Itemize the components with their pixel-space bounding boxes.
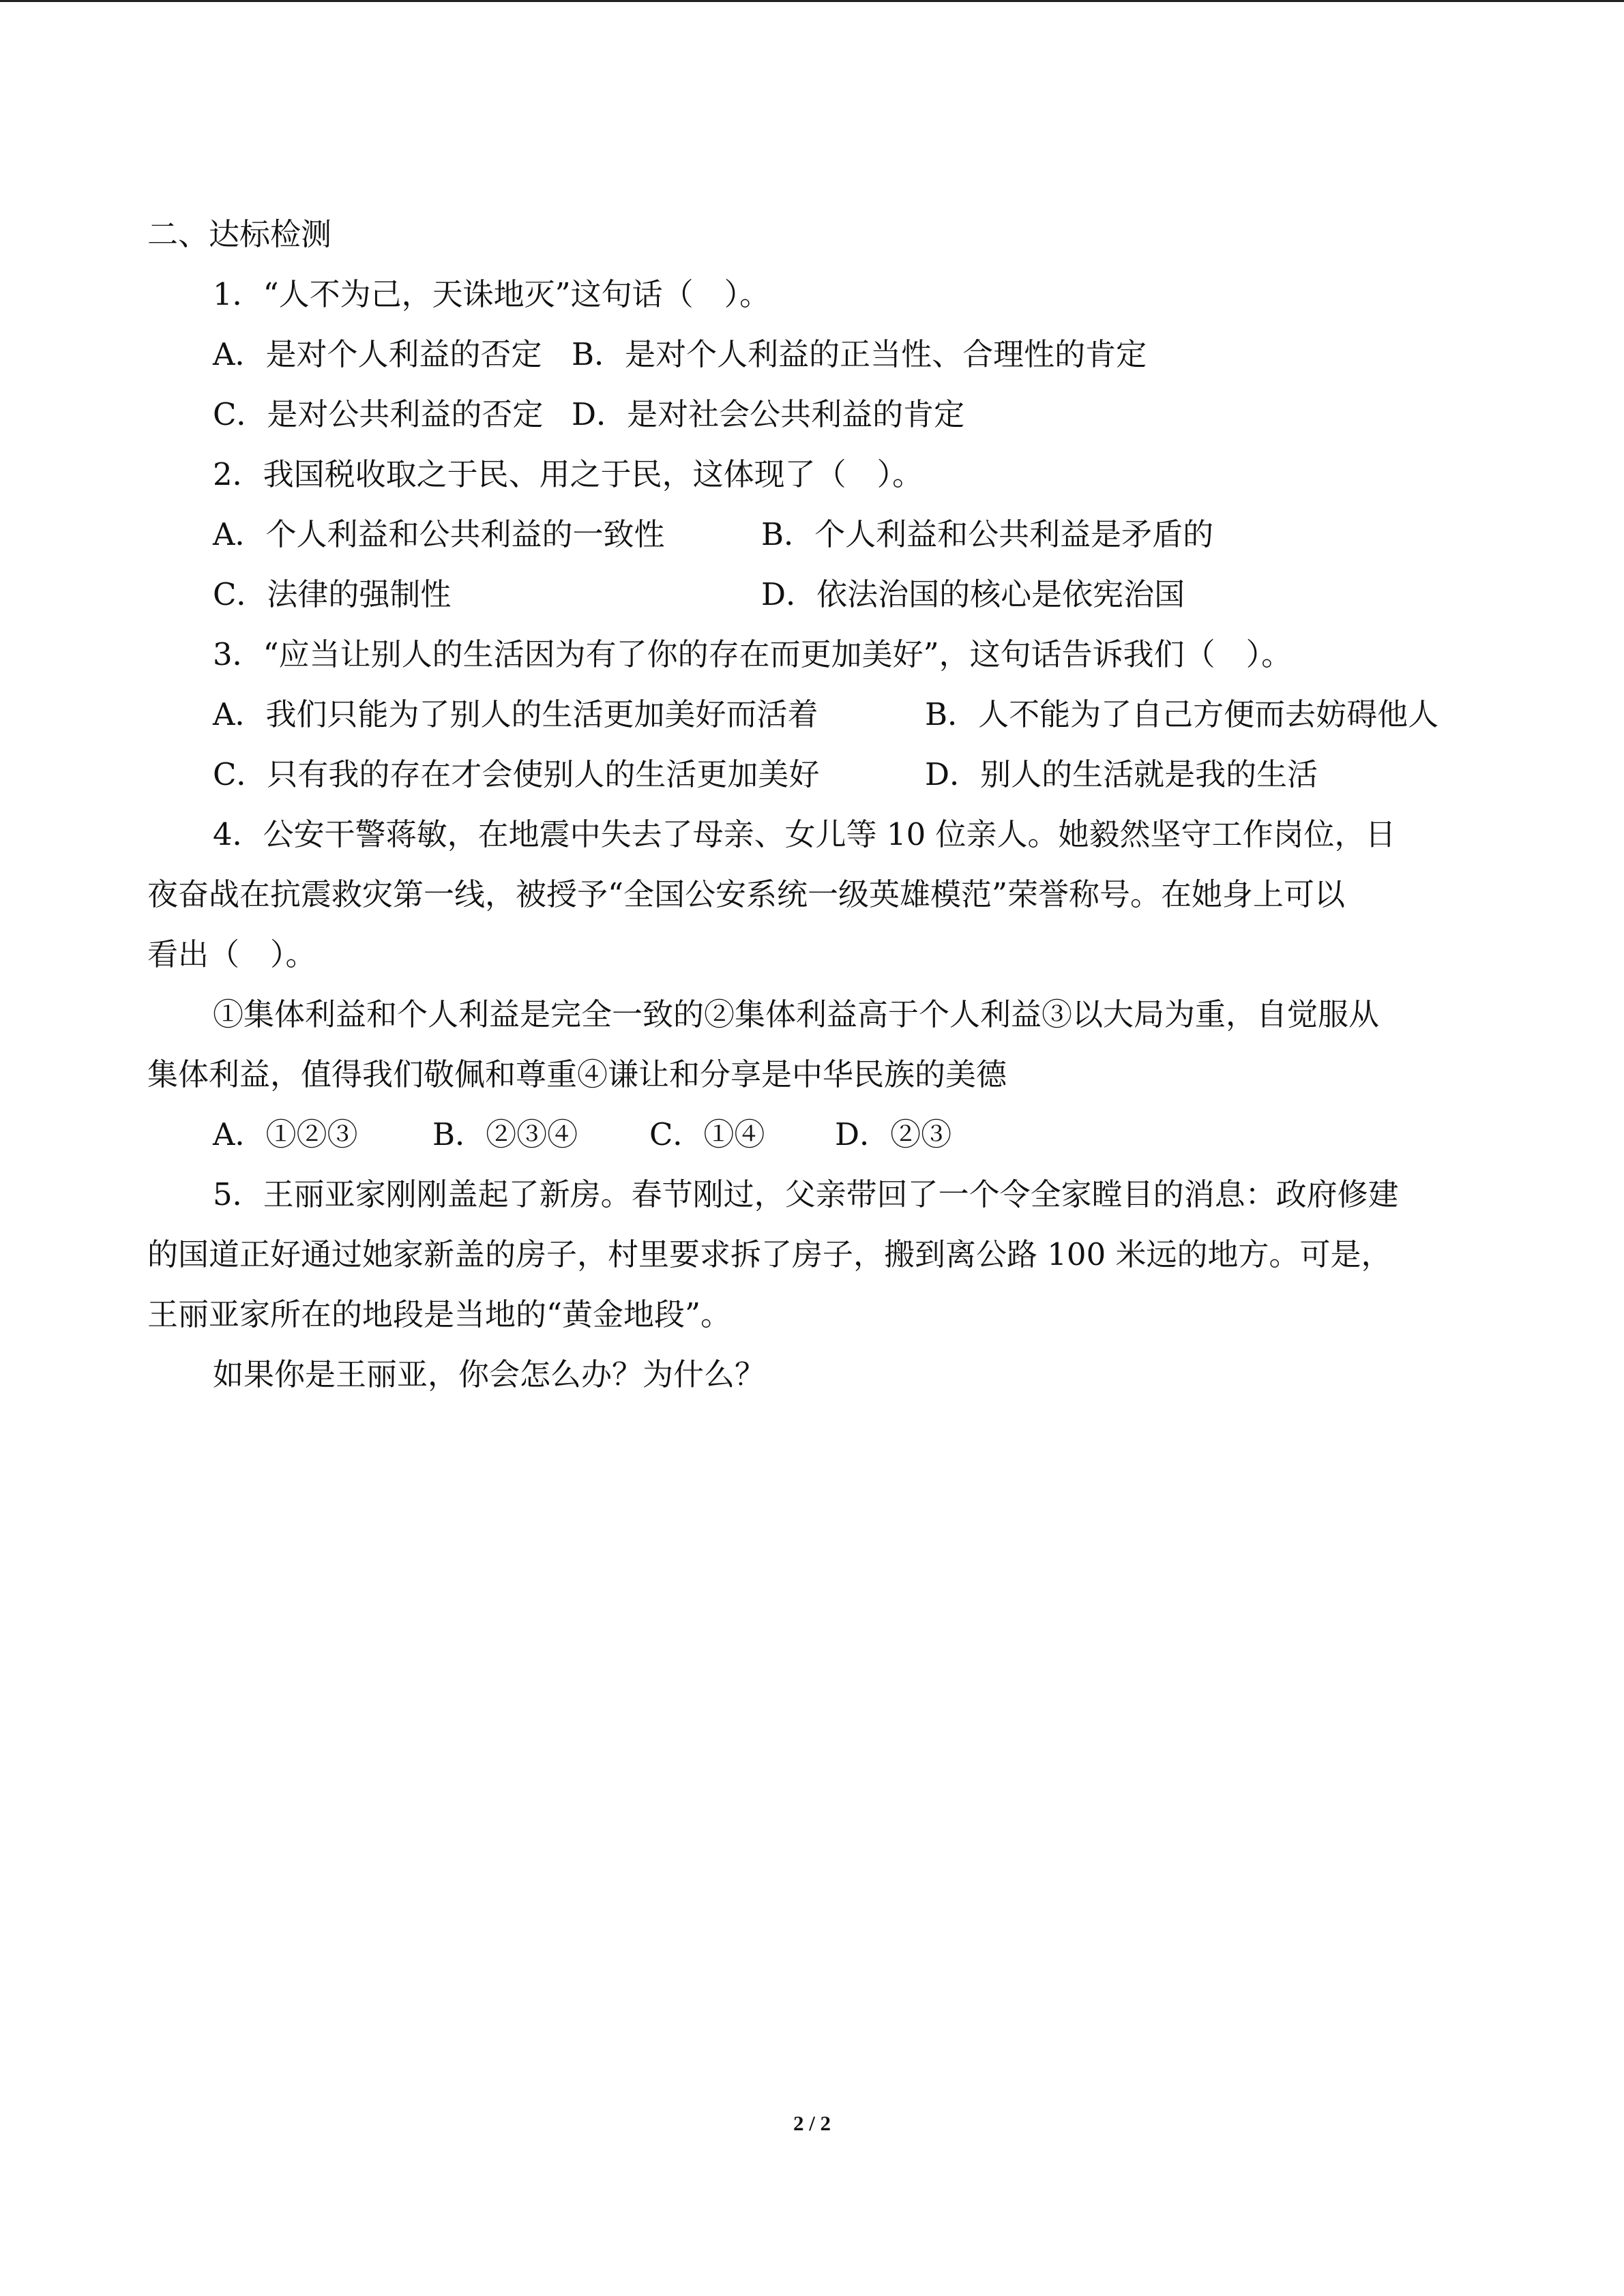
question-2-option-d: D．依法治国的核心是依宪治国 <box>761 576 1185 612</box>
page-number: 2 / 2 <box>793 2111 831 2135</box>
question-3-option-c: C．只有我的存在才会使别人的生活更加美好 <box>213 756 820 792</box>
question-4-stem-line-2: 夜奋战在抗震救灾第一线，被授予“全国公安系统一级英雄模范”荣誉称号。在她身上可以 <box>147 876 1346 912</box>
page-top-border <box>0 0 1624 2</box>
question-3-stem: 3．“应当让别人的生活因为有了你的存在而更加美好”，这句话告诉我们（ ）。 <box>213 636 1293 672</box>
question-4-stem-line-3: 看出（ ）。 <box>147 936 316 972</box>
question-1-stem: 1．“人不为己，天诛地灭”这句话（ ）。 <box>213 276 771 312</box>
question-5-stem-line-2: 的国道正好通过她家新盖的房子，村里要求拆了房子，搬到离公路 100 米远的地方。可是， <box>147 1236 1392 1272</box>
question-4-statements-line-2: 集体利益，值得我们敬佩和尊重④谦让和分享是中华民族的美德 <box>147 1056 1007 1092</box>
question-4-option-a: A．①②③ <box>213 1116 358 1152</box>
question-3-options-row-1 <box>147 685 1484 745</box>
document-body <box>147 205 1484 1405</box>
question-3-options-row-2 <box>147 745 1484 805</box>
question-3-option-a: A．我们只能为了别人的生活更加美好而活着 <box>213 696 818 732</box>
question-2-options-row-2 <box>147 565 1484 625</box>
question-2-option-a: A．个人利益和公共利益的一致性 <box>213 516 665 552</box>
question-4-statements-line-1: ①集体利益和个人利益是完全一致的②集体利益高于个人利益③以大局为重，自觉服从 <box>213 996 1380 1032</box>
question-2-option-c: C．法律的强制性 <box>213 576 452 612</box>
question-4-option-c: C．①④ <box>649 1116 765 1152</box>
question-1-option-b: B．是对个人利益的正当性、合理性的肯定 <box>572 336 1147 372</box>
question-1-option-d: D．是对社会公共利益的肯定 <box>572 396 965 432</box>
question-1-options-row-1 <box>147 325 1484 385</box>
question-4-options <box>147 1105 1484 1165</box>
question-4-stem-line-1: 4．公安干警蒋敏，在地震中失去了母亲、女儿等 10 位亲人。她毅然坚守工作岗位，日 <box>213 816 1396 852</box>
question-4-option-d: D．②③ <box>835 1116 952 1152</box>
question-2-stem: 2．我国税收取之于民、用之于民，这体现了（ ）。 <box>213 456 924 492</box>
section-title: 二、达标检测 <box>147 216 332 252</box>
question-3-option-b: B．人不能为了自己方便而去妨碍他人 <box>925 696 1439 732</box>
question-1-option-c: C．是对公共利益的否定 <box>213 396 544 432</box>
question-3-option-d: D．别人的生活就是我的生活 <box>925 756 1318 792</box>
question-5-prompt: 如果你是王丽亚，你会怎么办？为什么？ <box>213 1356 766 1392</box>
question-5-stem-line-3: 王丽亚家所在的地段是当地的“黄金地段”。 <box>147 1296 732 1332</box>
question-2-options-row-1 <box>147 505 1484 565</box>
question-4-option-b: B．②③④ <box>432 1116 578 1152</box>
question-5-stem-line-1: 5．王丽亚家刚刚盖起了新房。春节刚过，父亲带回了一个令全家瞠目的消息：政府修建 <box>213 1176 1399 1212</box>
question-1-option-a: A．是对个人利益的否定 <box>213 336 542 372</box>
question-1-options-row-2 <box>147 385 1484 445</box>
question-2-option-b: B．个人利益和公共利益是矛盾的 <box>761 516 1214 552</box>
